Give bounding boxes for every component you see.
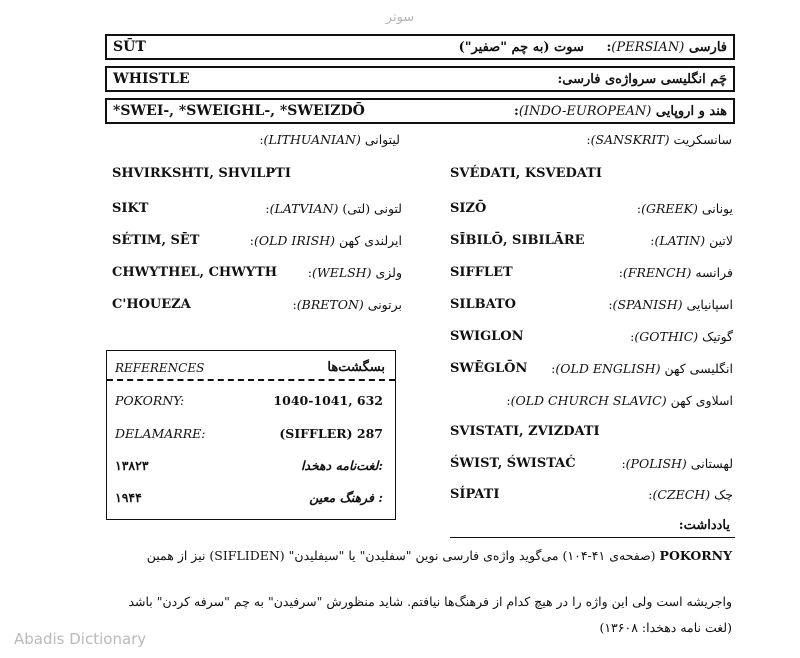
note-heading: یادداشت:	[678, 518, 730, 533]
note-paragraph: (لغت نامه دهخدا: ۱۳۶۰۸)	[599, 620, 732, 635]
references-title-en: REFERENCES	[115, 361, 205, 375]
pie-label: هند و اروپایی (INDO-EUROPEAN):	[514, 103, 727, 119]
note-paragraph: POKORNY (صفحه‌ی ۴۱-۱۰۴) می‌گوید واژه‌ی فارسی نوین "سفلیدن" یا "سیفلیدن" (SIFLIDEN) نیز از همین	[146, 548, 732, 563]
cognate-row: SĪBILŌ, SIBILĀRE لاتین (LATIN):	[450, 233, 733, 248]
pie-word: *SWEI-, *SWEIGHL-, *SWEIZDŌ	[113, 103, 365, 119]
reference-row: ۱۹۴۴ فرهنگ معین :	[115, 490, 383, 505]
cognate-row: اسلاوی کهن (OLD CHURCH SLAVIC):	[506, 393, 733, 408]
cognate-row: SVISTATI, ZVIZDATI	[450, 424, 600, 439]
persian-word: SŪT	[113, 39, 146, 55]
cognate-row: SHVIRKSHTI, SHVILPTI	[112, 166, 291, 181]
cognate-row: SIZŌ یونانی (GREEK):	[450, 201, 733, 216]
cognate-row: C'HOUEZA برتونی (BRETON):	[112, 297, 402, 312]
cognate-row: SÍPATI چک (CZECH):	[450, 487, 733, 502]
cognate-row: SIKT لتونی (لتی) (LATVIAN):	[112, 201, 402, 216]
cognate-row: SWIGLON گوتیک (GOTHIC):	[450, 329, 733, 344]
persian-label: فارسی (PERSIAN): سوت (به چم "صفیر")	[458, 39, 727, 55]
cognate-row: SVÉDATI, KSVEDATI	[450, 166, 602, 181]
watermark: Abadis Dictionary	[14, 630, 147, 648]
english-label: چَم انگلیسی سرواژه‌ی فارسی:	[557, 71, 727, 87]
cognate-row: SWĒGLŌN انگلیسی کهن (OLD ENGLISH):	[450, 361, 733, 376]
reference-row: DELAMARRE: (SIFFLER) 287	[115, 426, 383, 441]
note-paragraph: واجریشه است ولی این واژه را در هیچ کدام از فرهنگ‌ها نیافتم. شاید منظورش "سرفیدن" به چم "سرفه کردن" باشد	[128, 594, 732, 609]
english-word: WHISTLE	[113, 71, 190, 87]
cognate-row: SIFFLET فرانسه (FRENCH):	[450, 265, 733, 280]
cognate-row: SILBATO اسپانیایی (SPANISH):	[450, 297, 733, 312]
cognate-row: ŚWIST, ŚWISTAĆ لهستانی (POLISH):	[450, 456, 733, 471]
references-title-fa: بسگشت‌ها	[327, 360, 385, 375]
lithuanian-label: لیتوانی (LITHUANIAN):	[259, 132, 400, 147]
reference-row: ۱۳۸۲۳ لغت‌نامه دهخدا:	[115, 458, 383, 473]
cognate-row: SÉTIM, SĒT ایرلندی کهن (OLD IRISH):	[112, 233, 402, 248]
reference-row: POKORNY: 1040-1041, 632	[115, 393, 383, 408]
header-persian	[105, 34, 735, 60]
references-header	[107, 351, 395, 381]
cognate-row: CHWYTHEL, CHWYTH ولزی (WELSH):	[112, 265, 402, 280]
references-box	[106, 350, 396, 520]
note-divider	[450, 537, 735, 538]
sanskrit-label: سانسکریت (SANSKRIT):	[586, 132, 732, 147]
header-pie	[105, 98, 735, 124]
header-english	[105, 66, 735, 92]
site-top-word: سوتر	[385, 10, 415, 25]
